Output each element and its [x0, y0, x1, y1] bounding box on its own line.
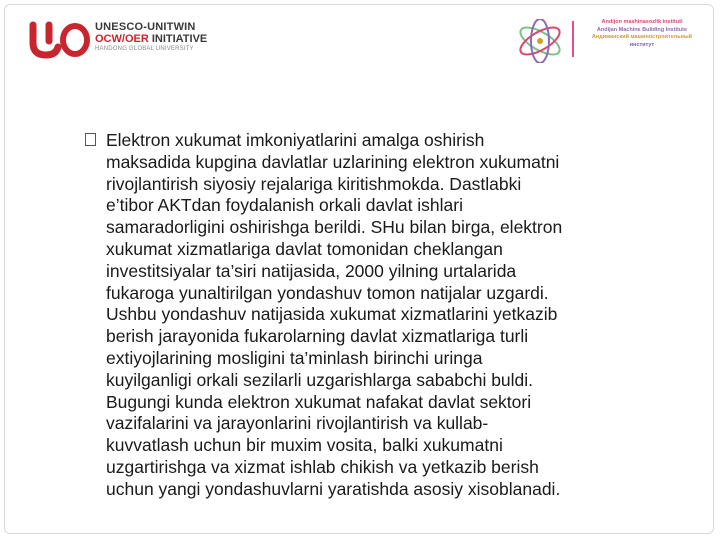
logo-line-initiative — [95, 33, 207, 45]
square-bullet-icon — [85, 133, 96, 146]
text-line: fukaroga yunaltirilgan yondashuv tomon natijalar uzgardi. — [106, 282, 549, 303]
text-line: investitsiyalar ta’siri natijasida, 2000 yilning urtalarida — [106, 260, 517, 281]
text-line: kuvvatlash uchun bir muxim vosita, balki xukumatni — [106, 435, 503, 456]
unesco-unitwin-logo — [29, 19, 249, 63]
andijan-institute-logo — [515, 17, 710, 63]
text-line: Bugungi kunda elektron xukumat nafakat davlat sektori — [106, 391, 532, 412]
institute-name-ru-2: институт — [629, 41, 655, 48]
text-line: extiyojlarining mosligini ta’minlash birinchi uringa — [106, 347, 483, 368]
text-line: rivojlantirish siyosiy rejalariga kiritishmokda. Dastlabki — [106, 173, 522, 194]
text-line: uchun yangi yondashuvlarni yaratishda asosiy xisoblanadi. — [106, 478, 561, 499]
logo-line-university: HANDONG GLOBAL UNIVERSITY — [95, 46, 194, 52]
interlocking-rings-icon — [515, 19, 565, 63]
institute-name-en: Andijan Machine Building Institute — [596, 26, 688, 33]
body-paragraph — [85, 130, 700, 501]
text-line: maksadida kupgina davlatlar uzlarining elektron xukumatni — [106, 151, 560, 172]
logo-line-ocw-oer: OCW/OER — [95, 33, 149, 45]
text-line: Elektron xukumat imkoniyatlarini amalga oshirish — [106, 130, 485, 150]
text-line: uzgartirishga va xizmat ishlab chikish va yetkazib berish — [106, 456, 539, 477]
text-line: e’tibor AKTdan foydalanish orkali davlat ishlari — [106, 195, 463, 216]
body-content — [85, 130, 700, 501]
text-line: xukumat xizmatlariga davlat tomonidan cheklangan — [106, 238, 503, 259]
logo-line-unesco: UNESCO-UNITWIN — [95, 21, 196, 33]
logo-divider — [572, 21, 574, 57]
uo-logo-mark-icon — [29, 19, 91, 59]
slide — [4, 4, 714, 534]
institute-name-uz: Andijon mashinasozlik instituti — [601, 19, 683, 25]
text-line: berish jarayonida fukarolarning davlat xizmatlariga turli — [106, 326, 529, 347]
institute-name-ru: Андижанский машиностроительный — [591, 34, 693, 40]
logo-line-initiative-rest: INITIATIVE — [148, 33, 208, 45]
text-line: samaradorligini oshirishga berildi. SHu bilan birga, elektron — [106, 217, 563, 238]
text-line: Ushbu yondashuv natijasida xukumat xizmatlarini yetkazib — [106, 304, 558, 325]
text-line: vazifalarini va jarayonlarini rivojlantirish va kullab- — [106, 413, 489, 434]
text-line: kuyilganligi orkali sezilarli uzgarishlarga sababchi buldi. — [106, 369, 534, 390]
